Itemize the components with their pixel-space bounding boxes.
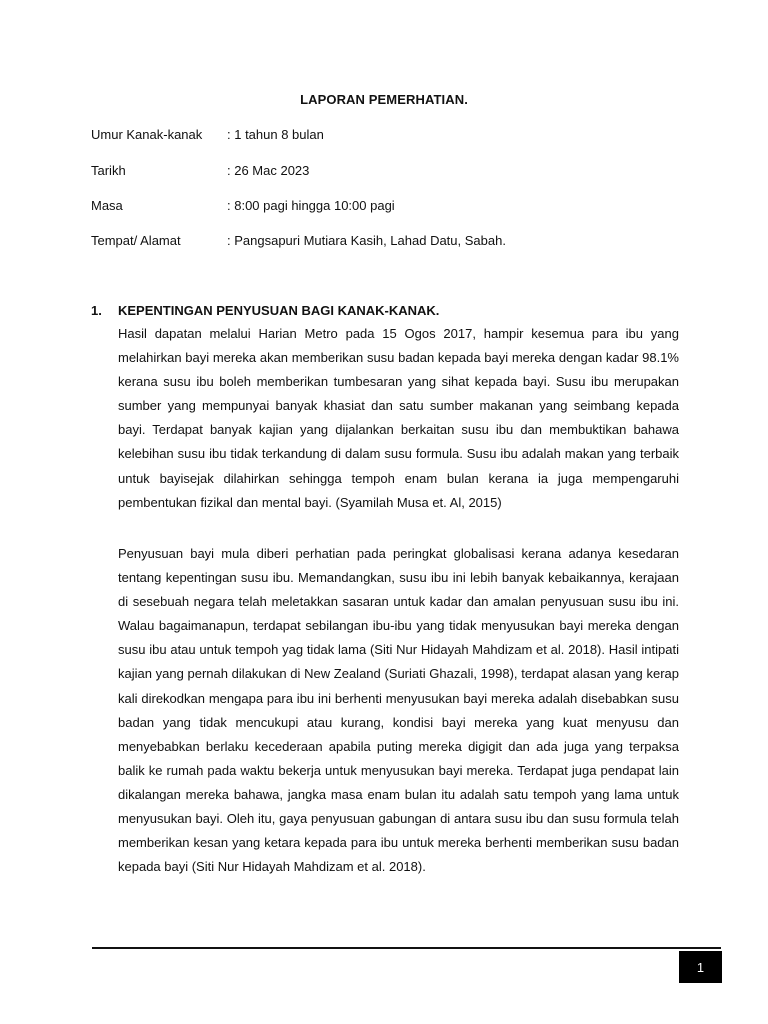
- meta-value: : 26 Mac 2023: [227, 163, 310, 178]
- paragraph-2: Penyusuan bayi mula diberi perhatian pada peringkat globalisasi kerana adanya kesedaran tentang kepentingan susu ibu. Memandangkan, susu ibu ini lebih banyak kebaikannya, kerajaan di sesebuah negara telah meletakkan sasaran untuk kadar dan amalan penyusuan susu ibu ini. Walau bagaimanapun, terdapat sebilangan ibu-ibu yang tidak menyusukan bayi mereka dengan susu ibu atau untuk tempoh yag tidak lama (Siti Nur Hidayah Mahdizam et al. 2018). Hasil intipati kajian yang pernah dilakukan di New Zealand (Suriati Ghazali, 1998), terdapat alasan yang kerap kali direkodkan mengapa para ibu ini berhenti menyusukan bayi mereka adalah disebabkan susu badan yang tidak mencukupi atau kurang, kondisi bayi mereka yang kuat menyusu dan menyebabkan berlaku kecederaan apabila puting mereka digigit dan ada juga yang terpaksa balik ke rumah pada waktu bekerja untuk menyusukan bayi mereka. Terdapat juga pendapat lain dikalangan mereka bahawa, jangka masa enam bulan itu adalah satu tempoh yang lama untuk menyusukan bayi. Oleh itu, gaya penyusuan gabungan di antara susu ibu dan susu formula telah memberikan kesan yang ketara kepada para ibu untuk mereka berhenti memberikan susu badan kepada bayi (Siti Nur Hidayah Mahdizam et al. 2018).: [118, 546, 679, 875]
- footer-divider: [92, 947, 721, 949]
- meta-value: : Pangsapuri Mutiara Kasih, Lahad Datu, Sabah.: [227, 233, 506, 248]
- meta-label: Masa: [91, 198, 123, 213]
- meta-label: Umur Kanak-kanak: [91, 127, 203, 142]
- section-number: 1.: [91, 303, 102, 318]
- report-title: LAPORAN PEMERHATIAN.: [300, 92, 468, 107]
- paragraph-1: Hasil dapatan melalui Harian Metro pada 15 Ogos 2017, hampir kesemua para ibu yang melahirkan bayi mereka akan memberikan susu badan kepada bayi mereka dengan kadar 98.1% kerana susu ibu boleh memberikan tumbesaran yang sihat kepada bayi. Susu ibu merupakan sumber yang mempunyai banyak khasiat dan satu sumber makanan yang seimbang kepada bayi. Terdapat banyak kajian yang dijalankan berkaitan susu ibu dan membuktikan bahawa kelebihan susu ibu tidak terkandung di dalam susu formula. Susu ibu adalah makan yang terbaik untuk bayisejak dilahirkan sehingga tempoh enam bulan kerana ia juga mempengaruhi pembentukan fizikal dan mental bayi. (Syamilah Musa et. Al, 2015): [118, 326, 679, 510]
- meta-value: : 1 tahun 8 bulan: [227, 127, 324, 142]
- section-heading: [91, 303, 439, 318]
- meta-value: : 8:00 pagi hingga 10:00 pagi: [227, 198, 395, 213]
- section-title: KEPENTINGAN PENYUSUAN BAGI KANAK-KANAK.: [118, 303, 440, 318]
- meta-label: Tarikh: [91, 163, 126, 178]
- meta-label: Tempat/ Alamat: [91, 233, 181, 248]
- page-number-badge: 1: [679, 951, 722, 983]
